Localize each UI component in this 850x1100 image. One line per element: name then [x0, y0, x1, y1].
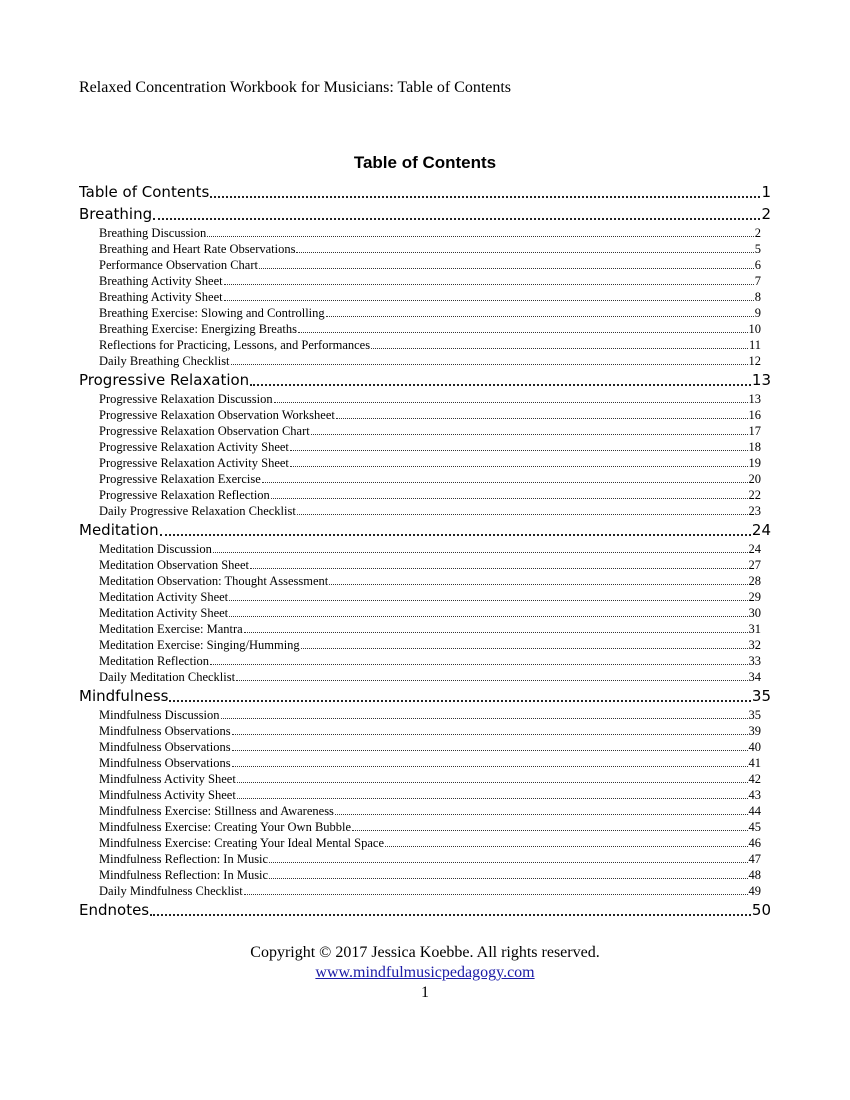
- toc-row-label: Progressive Relaxation Activity Sheet: [99, 440, 289, 454]
- toc-section-row[interactable]: [79, 181, 771, 203]
- toc-entry-row[interactable]: [79, 867, 761, 883]
- toc-row-page-number: 40: [748, 740, 761, 754]
- dot-leader: [296, 251, 753, 253]
- dot-leader: [269, 877, 747, 879]
- toc-section-row[interactable]: [79, 519, 771, 541]
- dot-leader: [385, 845, 747, 847]
- toc-entry-row[interactable]: [79, 755, 761, 771]
- toc-entry-row[interactable]: [79, 487, 761, 503]
- toc-row-label: Meditation Discussion: [99, 542, 212, 556]
- dot-leader: [224, 283, 754, 285]
- toc-row-page-number: 24: [748, 542, 761, 556]
- toc-entry-row[interactable]: [79, 423, 761, 439]
- toc-row-label: Mindfulness Activity Sheet: [99, 788, 236, 802]
- toc-row-label: Mindfulness Exercise: Creating Your Ideal Mental Space: [99, 836, 385, 850]
- toc-row-page-number: 18: [748, 440, 761, 454]
- toc-row-label: Progressive Relaxation Exercise: [99, 472, 261, 486]
- toc-entry-row[interactable]: [79, 739, 761, 755]
- toc-entry-row[interactable]: [79, 273, 761, 289]
- dot-leader: [153, 217, 760, 220]
- dot-leader: [169, 699, 750, 702]
- toc-row-page-number: 13: [751, 371, 771, 389]
- dot-leader: [213, 551, 748, 553]
- toc-row-page-number: 35: [748, 708, 761, 722]
- toc-row-page-number: 48: [748, 868, 761, 882]
- toc-row-label: Mindfulness Observations: [99, 724, 231, 738]
- page-number: 1: [421, 984, 429, 1001]
- toc-row-page-number: 22: [748, 488, 761, 502]
- dot-leader: [244, 893, 748, 895]
- toc-row-page-number: 13: [748, 392, 761, 406]
- toc-row-page-number: 33: [748, 654, 761, 668]
- dot-leader: [160, 533, 751, 536]
- toc-row-page-number: 44: [748, 804, 761, 818]
- toc-section-row[interactable]: [79, 685, 771, 707]
- toc-entry-row[interactable]: [79, 289, 761, 305]
- dot-leader: [274, 401, 748, 403]
- toc-entry-row[interactable]: [79, 883, 761, 899]
- toc-row-page-number: 32: [748, 638, 761, 652]
- toc-row-page-number: 39: [748, 724, 761, 738]
- dot-leader: [210, 195, 760, 198]
- toc-entry-row[interactable]: [79, 835, 761, 851]
- toc-row-label: Mindfulness Reflection: In Music: [99, 868, 269, 882]
- dot-leader: [232, 749, 748, 751]
- toc-row-label: Mindfulness Exercise: Stillness and Awareness: [99, 804, 334, 818]
- website-link[interactable]: www.mindfulmusicpedagogy.com: [315, 964, 535, 981]
- dot-leader: [224, 299, 754, 301]
- toc-row-label: Meditation Observation Sheet: [99, 558, 249, 572]
- toc-row-label: Breathing Discussion: [99, 226, 207, 240]
- toc-entry-row[interactable]: [79, 503, 761, 519]
- toc-entry-row[interactable]: [79, 819, 761, 835]
- toc-entry-row[interactable]: [79, 257, 761, 273]
- dot-leader: [221, 717, 748, 719]
- toc-row-label: Breathing Activity Sheet: [99, 290, 223, 304]
- toc-row-page-number: 34: [748, 670, 761, 684]
- toc-row-page-number: 49: [748, 884, 761, 898]
- dot-leader: [371, 347, 748, 349]
- toc-row-label: Progressive Relaxation: [79, 371, 250, 389]
- dot-leader: [229, 599, 747, 601]
- toc-row-page-number: 2: [761, 205, 771, 223]
- dot-leader: [297, 513, 748, 515]
- dot-leader: [232, 765, 748, 767]
- toc-row-page-number: 20: [748, 472, 761, 486]
- toc-entry-row[interactable]: [79, 771, 761, 787]
- toc-entry-row[interactable]: [79, 391, 761, 407]
- toc-row-page-number: 45: [748, 820, 761, 834]
- toc-row-label: Daily Meditation Checklist: [99, 670, 236, 684]
- copyright-notice: Copyright © 2017 Jessica Koebbe. All rights reserved.: [250, 944, 600, 961]
- toc-row-page-number: 24: [751, 521, 771, 539]
- toc-row-page-number: 11: [748, 338, 761, 352]
- toc-row-page-number: 41: [748, 756, 761, 770]
- toc-row-page-number: 27: [748, 558, 761, 572]
- toc-entry-row[interactable]: [79, 621, 761, 637]
- toc-row-label: Progressive Relaxation Reflection: [99, 488, 270, 502]
- toc-row-label: Mindfulness Observations: [99, 740, 231, 754]
- toc-row-page-number: 2: [754, 226, 761, 240]
- toc-row-label: Table of Contents: [79, 183, 210, 201]
- toc-row-label: Breathing Exercise: Slowing and Controlling: [99, 306, 325, 320]
- toc-row-page-number: 6: [754, 258, 761, 272]
- toc-entry-row[interactable]: [79, 225, 761, 241]
- toc-row-page-number: 9: [754, 306, 761, 320]
- toc-row-label: Performance Observation Chart: [99, 258, 258, 272]
- toc-row-label: Progressive Relaxation Observation Worksheet: [99, 408, 335, 422]
- toc-row-page-number: 42: [748, 772, 761, 786]
- toc-row-label: Daily Breathing Checklist: [99, 354, 230, 368]
- dot-leader: [237, 781, 748, 783]
- toc-row-page-number: 10: [748, 322, 761, 336]
- toc-entry-row[interactable]: [79, 573, 761, 589]
- toc-row-label: Meditation Reflection: [99, 654, 210, 668]
- toc-row-label: Reflections for Practicing, Lessons, and Performances: [99, 338, 371, 352]
- toc-section-row[interactable]: [79, 369, 771, 391]
- toc-row-label: Endnotes: [79, 901, 150, 919]
- toc-row-page-number: 7: [754, 274, 761, 288]
- dot-leader: [150, 913, 751, 916]
- toc-row-label: Mindfulness Reflection: In Music: [99, 852, 269, 866]
- toc-title: Table of Contents: [353, 153, 497, 172]
- toc-entry-row[interactable]: [79, 787, 761, 803]
- toc-row-page-number: 31: [748, 622, 761, 636]
- toc-entry-row[interactable]: [79, 337, 761, 353]
- toc-row-page-number: 43: [748, 788, 761, 802]
- toc-row-label: Progressive Relaxation Discussion: [99, 392, 273, 406]
- dot-leader: [301, 647, 748, 649]
- toc-row-page-number: 17: [748, 424, 761, 438]
- toc-entry-row[interactable]: [79, 557, 761, 573]
- dot-leader: [271, 497, 748, 499]
- toc-entry-row[interactable]: [79, 241, 761, 257]
- toc-entry-row[interactable]: [79, 541, 761, 557]
- toc-row-label: Meditation Activity Sheet: [99, 590, 229, 604]
- toc-entry-row[interactable]: [79, 723, 761, 739]
- dot-leader: [352, 829, 747, 831]
- toc-row-page-number: 12: [748, 354, 761, 368]
- toc-section-row[interactable]: [79, 899, 771, 921]
- toc-entry-row[interactable]: [79, 851, 761, 867]
- toc-row-label: Breathing and Heart Rate Observations: [99, 242, 296, 256]
- toc-entry-row[interactable]: [79, 407, 761, 423]
- toc-entry-row[interactable]: [79, 353, 761, 369]
- toc-entry-row[interactable]: [79, 605, 761, 621]
- toc-row-label: Progressive Relaxation Observation Chart: [99, 424, 310, 438]
- toc-row-label: Breathing Exercise: Energizing Breaths: [99, 322, 297, 336]
- toc-entry-row[interactable]: [79, 471, 761, 487]
- dot-leader: [259, 267, 754, 269]
- dot-leader: [336, 417, 748, 419]
- toc-row-page-number: 19: [748, 456, 761, 470]
- toc-row-page-number: 5: [754, 242, 761, 256]
- dot-leader: [207, 235, 753, 237]
- dot-leader: [311, 433, 748, 435]
- toc-row-label: Daily Mindfulness Checklist: [99, 884, 243, 898]
- toc-entry-row[interactable]: [79, 637, 761, 653]
- toc-row-label: Meditation Activity Sheet: [99, 606, 229, 620]
- toc-entry-row[interactable]: [79, 669, 761, 685]
- dot-leader: [250, 567, 748, 569]
- dot-leader: [290, 449, 748, 451]
- dot-leader: [236, 679, 747, 681]
- toc-row-page-number: 16: [748, 408, 761, 422]
- dot-leader: [229, 615, 747, 617]
- toc-row-page-number: 50: [751, 901, 771, 919]
- toc-row-label: Breathing: [79, 205, 153, 223]
- toc-row-page-number: 28: [748, 574, 761, 588]
- dot-leader: [329, 583, 747, 585]
- toc-entry-row[interactable]: [79, 321, 761, 337]
- toc-row-label: Meditation Exercise: Singing/Humming: [99, 638, 300, 652]
- toc-row-label: Daily Progressive Relaxation Checklist: [99, 504, 296, 518]
- dot-leader: [231, 363, 748, 365]
- dot-leader: [326, 315, 754, 317]
- toc-row-label: Mindfulness Activity Sheet: [99, 772, 236, 786]
- toc-row-label: Meditation Exercise: Mantra: [99, 622, 243, 636]
- dot-leader: [290, 465, 748, 467]
- table-of-contents: [79, 181, 771, 921]
- toc-row-label: Progressive Relaxation Activity Sheet: [99, 456, 289, 470]
- toc-row-label: Meditation: [79, 521, 159, 539]
- toc-entry-row[interactable]: [79, 455, 761, 471]
- dot-leader: [335, 813, 748, 815]
- toc-row-page-number: 29: [748, 590, 761, 604]
- toc-row-label: Mindfulness Exercise: Creating Your Own Bubble: [99, 820, 352, 834]
- dot-leader: [269, 861, 747, 863]
- toc-entry-row[interactable]: [79, 439, 761, 455]
- toc-section-row[interactable]: [79, 203, 771, 225]
- toc-entry-row[interactable]: [79, 653, 761, 669]
- running-header: Relaxed Concentration Workbook for Musicians: Table of Contents: [79, 79, 512, 96]
- toc-row-page-number: 35: [751, 687, 771, 705]
- dot-leader: [232, 733, 748, 735]
- toc-row-page-number: 46: [748, 836, 761, 850]
- dot-leader: [237, 797, 748, 799]
- toc-entry-row[interactable]: [79, 707, 761, 723]
- toc-row-page-number: 30: [748, 606, 761, 620]
- toc-row-label: Mindfulness: [79, 687, 169, 705]
- toc-row-label: Mindfulness Discussion: [99, 708, 220, 722]
- toc-row-page-number: 47: [748, 852, 761, 866]
- toc-entry-row[interactable]: [79, 803, 761, 819]
- toc-row-label: Meditation Observation: Thought Assessment: [99, 574, 329, 588]
- toc-row-page-number: 8: [754, 290, 761, 304]
- toc-entry-row[interactable]: [79, 305, 761, 321]
- toc-row-page-number: 23: [748, 504, 761, 518]
- dot-leader: [298, 331, 748, 333]
- toc-row-page-number: 1: [761, 183, 771, 201]
- page-footer: [0, 943, 850, 1003]
- dot-leader: [210, 663, 747, 665]
- dot-leader: [262, 481, 748, 483]
- toc-row-label: Mindfulness Observations: [99, 756, 231, 770]
- dot-leader: [250, 383, 751, 386]
- toc-row-label: Breathing Activity Sheet: [99, 274, 223, 288]
- toc-entry-row[interactable]: [79, 589, 761, 605]
- dot-leader: [244, 631, 748, 633]
